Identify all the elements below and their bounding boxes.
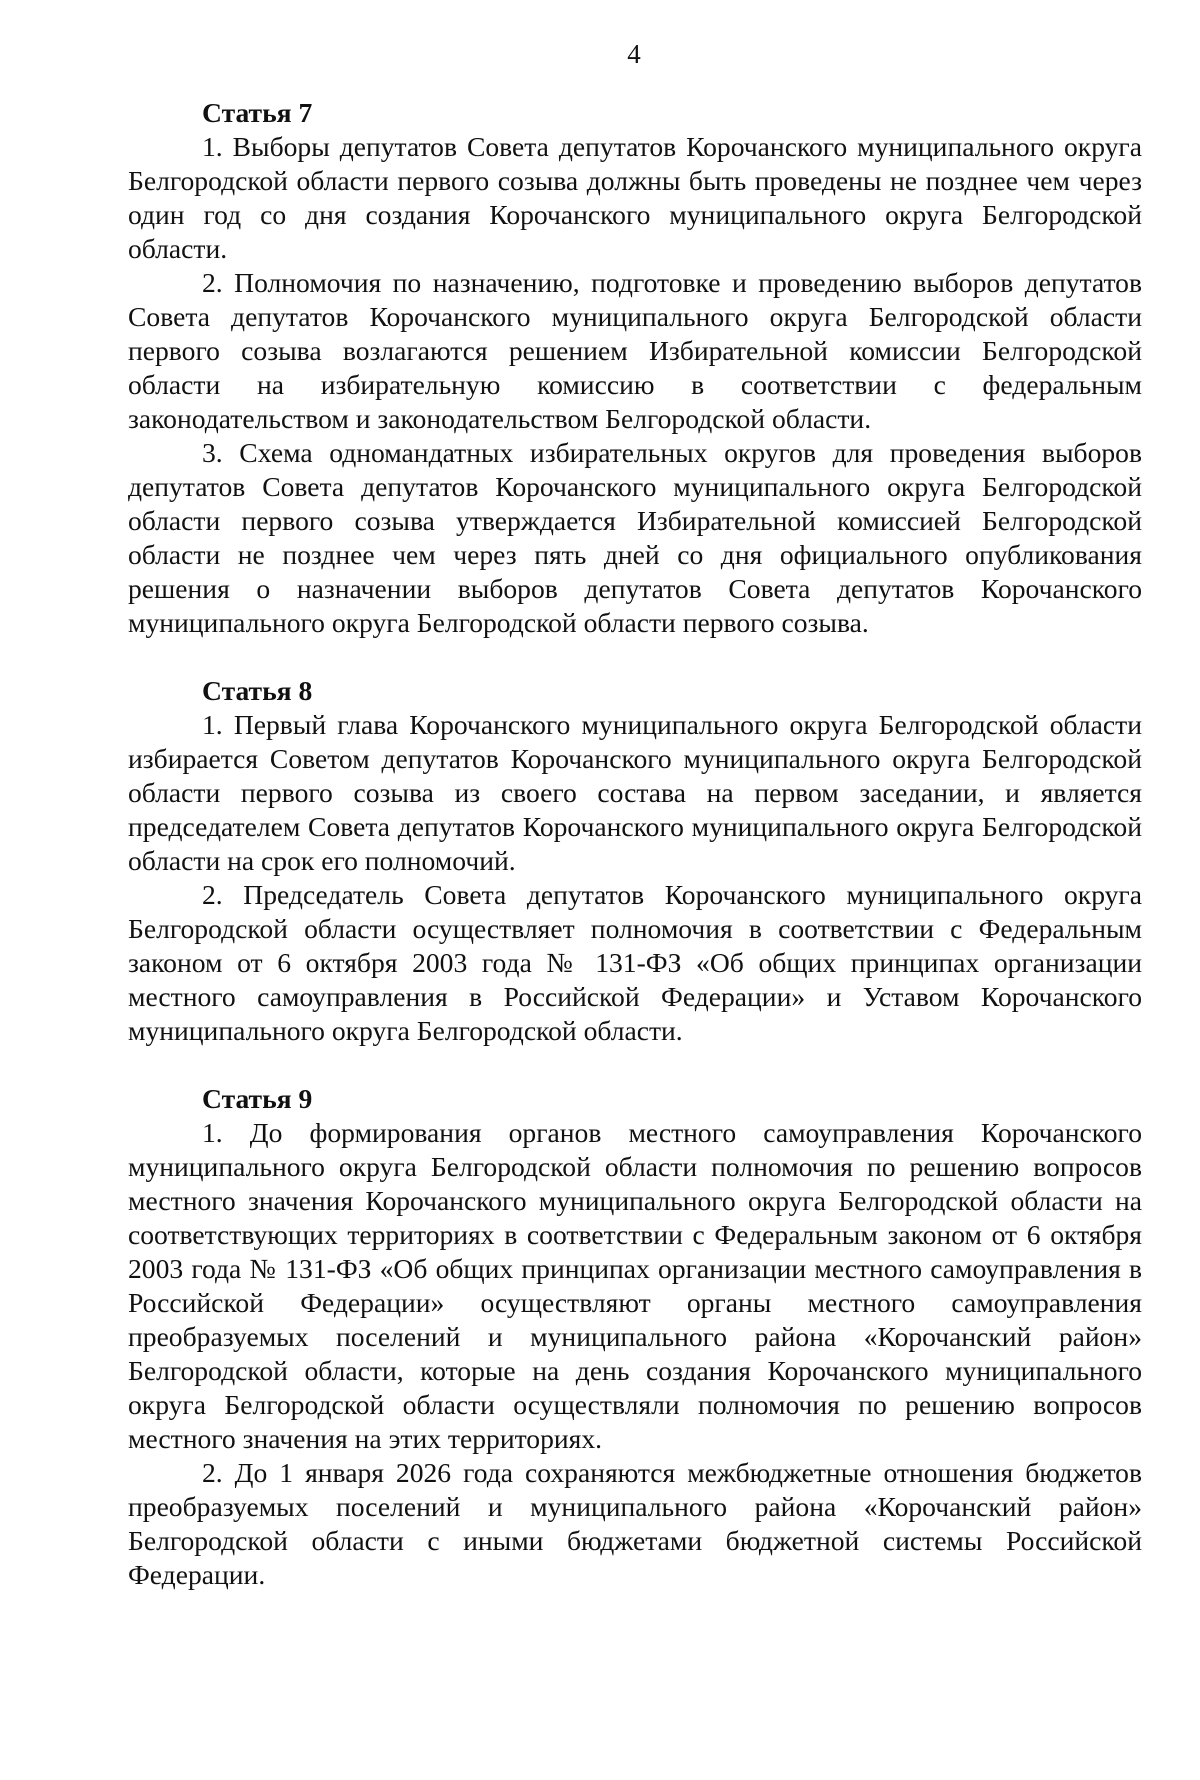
page-number: 4 bbox=[627, 39, 641, 69]
document-content bbox=[128, 96, 1142, 1592]
article-title: Статья 9 bbox=[202, 1083, 313, 1114]
article-paragraph: 2. Полномочия по назначению, подготовке и проведению выборов депутатов Совета депутатов Корочанского муниципального округа Белгородской области первого созыва возлагаются решением Избирательной комиссии Белгородской области на избирательную комиссию в соответствии с федеральным законодательством и законодательством Белгородской области. bbox=[128, 267, 1142, 434]
article-title: Статья 8 bbox=[202, 675, 313, 706]
article-paragraph: 2. Председатель Совета депутатов Корочанского муниципального округа Белгородской области осуществляет полномочия в соответствии с Федеральным законом от 6 октября 2003 года № 131-ФЗ «Об общих принципах организации местного самоуправления в Российской Федерации» и Уставом Корочанского муниципального округа Белгородской области. bbox=[128, 879, 1142, 1046]
article-paragraph: 1. Выборы депутатов Совета депутатов Корочанского муниципального округа Белгородской области первого созыва должны быть проведены не позднее чем через один год со дня создания Корочанского муниципального округа Белгородской области. bbox=[128, 131, 1142, 264]
article-9 bbox=[128, 1082, 1142, 1592]
article-paragraph: 1. До формирования органов местного самоуправления Корочанского муниципального округа Белгородской области полномочия по решению вопросов местного значения Корочанского муниципального округа Белгородской области на соответствующих территориях в соответствии с Федеральным законом от 6 октября 2003 года № 131-ФЗ «Об общих принципах организации местного самоуправления в Российской Федерации» осуществляют органы местного самоуправления преобразуемых поселений и муниципального района «Корочанский район» Белгородской области, которые на день создания Корочанского муниципального округа Белгородской области осуществляли полномочия по решению вопросов местного значения на этих территориях. bbox=[128, 1117, 1142, 1454]
article-8 bbox=[128, 674, 1142, 1048]
article-paragraph: 1. Первый глава Корочанского муниципального округа Белгородской области избирается Советом депутатов Корочанского муниципального округа Белгородской области первого созыва из своего состава на первом заседании, и является председателем Совета депутатов Корочанского муниципального округа Белгородской области на срок его полномочий. bbox=[128, 709, 1142, 876]
article-paragraph: 2. До 1 января 2026 года сохраняются межбюджетные отношения бюджетов преобразуемых поселений и муниципального района «Корочанский район» Белгородской области с иными бюджетами бюджетной системы Российской Федерации. bbox=[128, 1457, 1142, 1590]
article-title: Статья 7 bbox=[202, 97, 313, 128]
article-7 bbox=[128, 96, 1142, 640]
article-paragraph: 3. Схема одномандатных избирательных округов для проведения выборов депутатов Совета депутатов Корочанского муниципального округа Белгородской области первого созыва утверждается Избирательной комиссией Белгородской области не позднее чем через пять дней со дня официального опубликования решения о назначении выборов депутатов Совета депутатов Корочанского муниципального округа Белгородской области первого созыва. bbox=[128, 437, 1142, 638]
